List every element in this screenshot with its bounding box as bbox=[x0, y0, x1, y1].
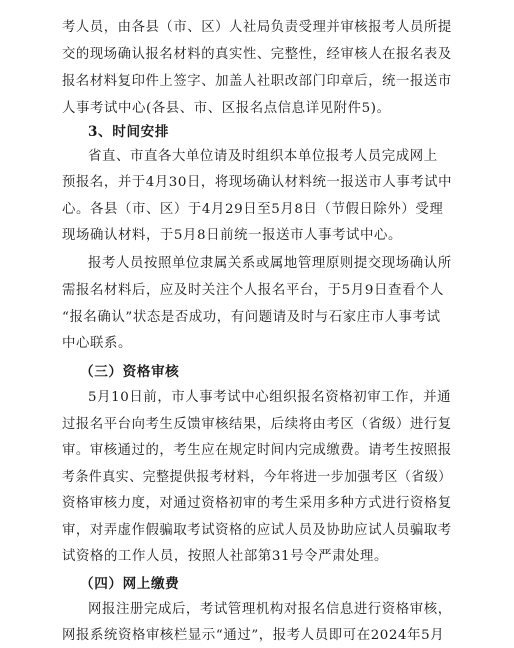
paragraph-1-line: 交的现场确认报名材料的真实性、完整性，经审核人在报名表及 bbox=[62, 47, 452, 62]
paragraph-2-line: 省直、市直各大单位请及时组织本单位报考人员完成网上 bbox=[88, 149, 438, 164]
paragraph-1-line: 报名材料复印件上签字、加盖人社职改部门印章后，统一报送市 bbox=[62, 74, 452, 89]
paragraph-3-line: “报名确认”状态是否成功，有问题请及时与石家庄市人事考试 bbox=[62, 310, 441, 325]
paragraph-4-line: 资格审核力度，对通过资格初审的考生采用多种方式进行资格复 bbox=[62, 496, 452, 511]
paragraph-4-line: 试资格的工作人员，按照人社部第31号令严肃处理。 bbox=[62, 549, 389, 564]
paragraph-3-line: 中心联系。 bbox=[62, 336, 132, 351]
paragraph-4-line: 过报名平台向考生反馈审核结果，后续将由考区（省级）进行复 bbox=[62, 417, 452, 432]
paragraph-4-line: 5月10日前，市人事考试中心组织报名资格初审工作，并通 bbox=[88, 390, 452, 405]
paragraph-1-line: 人事考试中心(各县、市、区报名点信息详见附件5)。 bbox=[62, 101, 391, 116]
paragraph-4-line: 考条件真实、完整提供报考材料，今年将进一步加强考区（省级） bbox=[62, 470, 452, 485]
paragraph-4-line: 审，对弄虚作假骗取考试资格的应试人员及协助应试人员骗取考 bbox=[62, 523, 452, 538]
paragraph-4-line: 审。审核通过的，考生应在规定时间内完成缴费。请考生按照报 bbox=[62, 443, 452, 458]
section-heading-online-payment: （四）网上缴费 bbox=[80, 576, 180, 592]
paragraph-2-line: 心。各县（市、区）于4月29日至5月8日（节假日除外）受理 bbox=[62, 202, 444, 217]
paragraph-2-line: 预报名，并于4月30日，将现场确认材料统一报送市人事考试中 bbox=[62, 175, 453, 190]
paragraph-3-line: 报考人员按照单位隶属关系或属地管理原则提交现场确认所 bbox=[88, 256, 452, 271]
paragraph-3-line: 需报名材料后，应及时关注个人报名平台，于5月9日查看个人 bbox=[62, 283, 444, 298]
paragraph-1-line: 考人员，由各县（市、区）人社局负责受理并审核报考人员所提 bbox=[62, 20, 452, 35]
section-heading-schedule: 3、时间安排 bbox=[88, 124, 170, 140]
section-heading-qualification-review: （三）资格审核 bbox=[80, 364, 180, 380]
paragraph-5-line: 网报注册完成后，考试管理机构对报名信息进行资格审核， bbox=[88, 602, 452, 617]
paragraph-2-line: 现场确认材料，于5月8日前统一报送市人事考试中心。 bbox=[62, 228, 403, 243]
paragraph-5-line: 网报系统资格审核栏显示“通过”，报考人员即可在2024年5月 bbox=[62, 628, 445, 643]
